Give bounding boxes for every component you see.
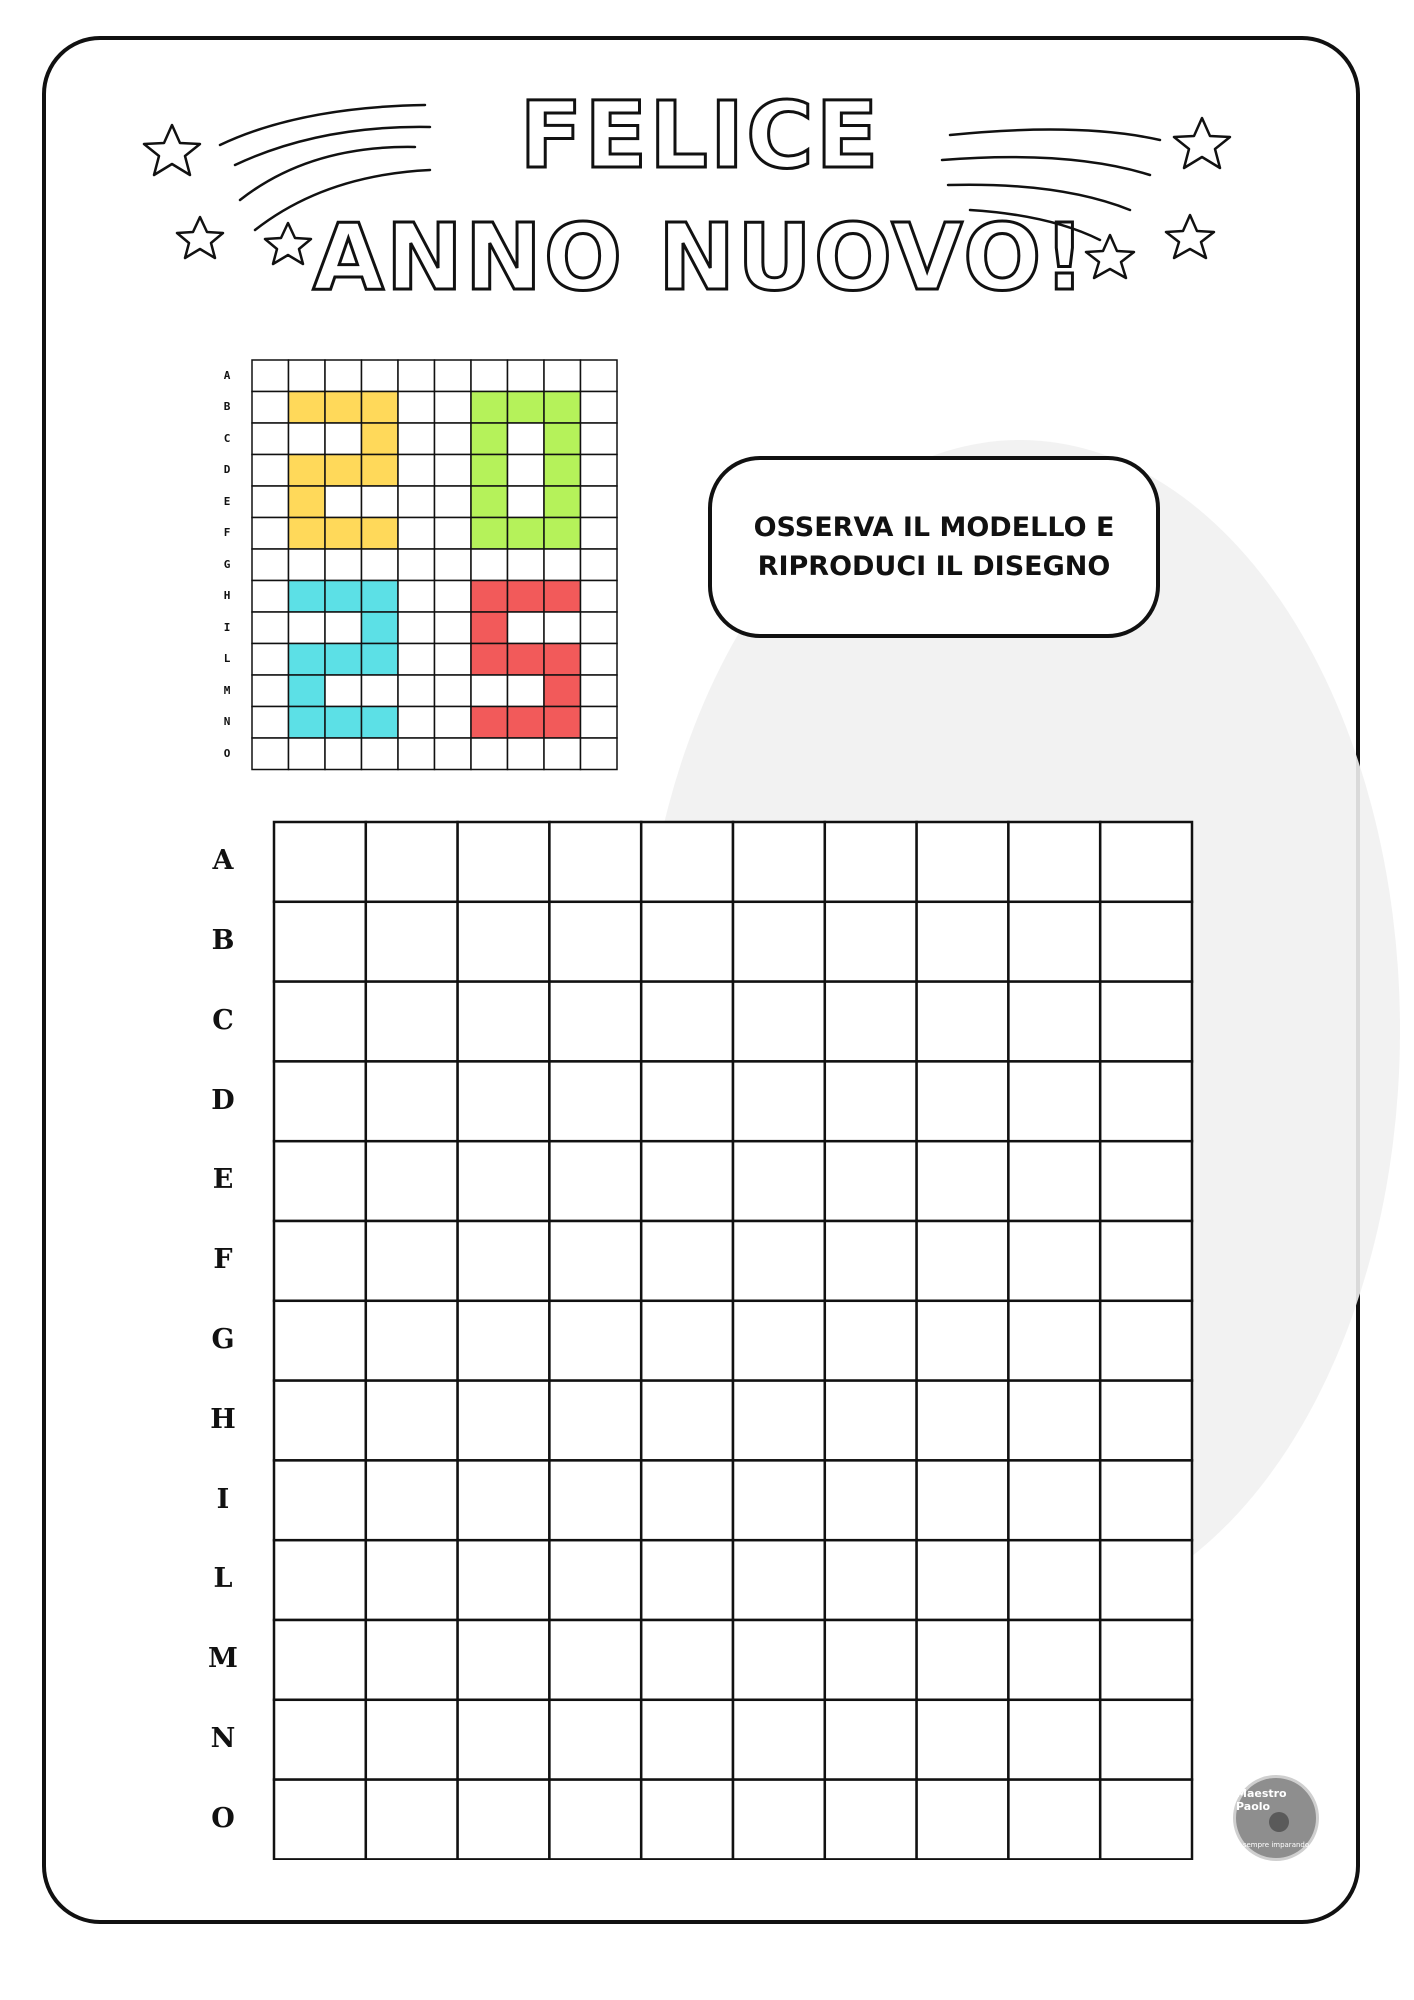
model-grid: [250, 358, 620, 775]
grid-cell[interactable]: [641, 1221, 733, 1301]
shooting-stars-right-icon: [930, 100, 1260, 290]
grid-cell-green: [508, 392, 545, 424]
grid-cell[interactable]: [549, 982, 641, 1062]
grid-cell[interactable]: [733, 1061, 825, 1141]
grid-cell: [508, 423, 545, 455]
grid-cell[interactable]: [366, 822, 458, 902]
grid-cell: [398, 549, 435, 581]
grid-cell[interactable]: [366, 1460, 458, 1540]
grid-cell[interactable]: [1008, 1460, 1100, 1540]
grid-cell: [581, 612, 618, 644]
grid-cell: [471, 360, 508, 392]
grid-cell: [289, 612, 326, 644]
grid-cell[interactable]: [549, 1780, 641, 1860]
grid-cell[interactable]: [366, 982, 458, 1062]
grid-cell-red: [544, 707, 581, 739]
grid-cell[interactable]: [917, 822, 1009, 902]
grid-cell[interactable]: [274, 822, 366, 902]
grid-cell: [508, 360, 545, 392]
grid-cell: [544, 360, 581, 392]
row-label: O: [223, 746, 231, 760]
grid-cell[interactable]: [917, 1700, 1009, 1780]
grid-cell-green: [544, 455, 581, 487]
grid-cell: [544, 738, 581, 770]
grid-cell[interactable]: [1100, 1221, 1192, 1301]
grid-cell: [362, 549, 399, 581]
row-label: L: [223, 652, 231, 666]
shooting-stars-left-icon: [130, 95, 450, 285]
grid-cell-red: [544, 644, 581, 676]
row-label: M: [223, 683, 231, 697]
grid-cell[interactable]: [825, 1460, 917, 1540]
grid-cell[interactable]: [274, 1780, 366, 1860]
grid-cell: [581, 486, 618, 518]
grid-cell[interactable]: [825, 822, 917, 902]
grid-cell[interactable]: [917, 1221, 1009, 1301]
grid-cell[interactable]: [917, 902, 1009, 982]
grid-cell[interactable]: [366, 1540, 458, 1620]
title-line-1: FELICE: [519, 82, 881, 189]
row-label: N: [223, 715, 231, 729]
grid-cell[interactable]: [1008, 1141, 1100, 1221]
grid-cell[interactable]: [549, 1460, 641, 1540]
grid-cell: [471, 675, 508, 707]
grid-cell-yellow: [362, 423, 399, 455]
grid-cell[interactable]: [274, 1620, 366, 1700]
badge-line-1: Maestro Paolo: [1236, 1787, 1287, 1813]
grid-cell[interactable]: [366, 1780, 458, 1860]
grid-cell-cyan: [362, 612, 399, 644]
row-label: A: [212, 845, 234, 877]
grid-cell: [435, 455, 472, 487]
grid-cell: [435, 360, 472, 392]
grid-cell[interactable]: [458, 1540, 550, 1620]
grid-cell[interactable]: [366, 1141, 458, 1221]
grid-cell[interactable]: [733, 822, 825, 902]
grid-cell[interactable]: [733, 1700, 825, 1780]
grid-cell-cyan: [289, 707, 326, 739]
instruction-box: [708, 456, 1160, 638]
row-label: C: [212, 1004, 234, 1036]
grid-cell: [435, 581, 472, 613]
grid-cell[interactable]: [1100, 982, 1192, 1062]
grid-cell: [508, 486, 545, 518]
grid-cell[interactable]: [825, 902, 917, 982]
grid-cell-yellow: [289, 455, 326, 487]
grid-cell-cyan: [289, 644, 326, 676]
grid-cell: [581, 360, 618, 392]
row-label: E: [223, 494, 231, 508]
grid-cell: [398, 581, 435, 613]
grid-cell[interactable]: [458, 1700, 550, 1780]
grid-cell[interactable]: [917, 1620, 1009, 1700]
grid-cell-cyan: [325, 707, 362, 739]
grid-cell: [325, 423, 362, 455]
grid-cell[interactable]: [641, 1301, 733, 1381]
grid-cell: [544, 612, 581, 644]
grid-cell[interactable]: [1008, 1700, 1100, 1780]
grid-cell[interactable]: [917, 1460, 1009, 1540]
grid-cell[interactable]: [917, 1381, 1009, 1461]
grid-cell[interactable]: [825, 1141, 917, 1221]
grid-cell: [398, 644, 435, 676]
grid-cell-red: [508, 707, 545, 739]
grid-cell: [325, 486, 362, 518]
grid-cell[interactable]: [641, 1780, 733, 1860]
grid-cell-red: [471, 581, 508, 613]
grid-cell[interactable]: [641, 822, 733, 902]
grid-cell: [398, 675, 435, 707]
grid-cell[interactable]: [733, 902, 825, 982]
grid-cell-cyan: [289, 581, 326, 613]
grid-cell: [435, 486, 472, 518]
grid-cell: [581, 581, 618, 613]
grid-cell[interactable]: [641, 1141, 733, 1221]
grid-cell[interactable]: [458, 1141, 550, 1221]
grid-cell[interactable]: [825, 1780, 917, 1860]
grid-cell[interactable]: [733, 1381, 825, 1461]
grid-cell: [252, 423, 289, 455]
maestro-paolo-badge: [1233, 1775, 1319, 1861]
grid-cell: [435, 738, 472, 770]
grid-cell[interactable]: [1008, 902, 1100, 982]
grid-cell[interactable]: [917, 1540, 1009, 1620]
grid-cell-red: [471, 612, 508, 644]
grid-cell[interactable]: [1100, 1780, 1192, 1860]
grid-cell[interactable]: [366, 1700, 458, 1780]
grid-cell[interactable]: [917, 982, 1009, 1062]
grid-cell: [325, 360, 362, 392]
badge-line-2: sempre imparando: [1242, 1841, 1310, 1849]
grid-cell-green: [544, 518, 581, 550]
grid-cell: [252, 549, 289, 581]
grid-cell: [581, 455, 618, 487]
grid-cell[interactable]: [1100, 1540, 1192, 1620]
row-label: M: [208, 1643, 238, 1675]
grid-cell[interactable]: [274, 1141, 366, 1221]
grid-cell[interactable]: [917, 1141, 1009, 1221]
grid-cell-red: [471, 707, 508, 739]
grid-cell[interactable]: [549, 1381, 641, 1461]
grid-cell-green: [471, 423, 508, 455]
grid-cell[interactable]: [549, 1061, 641, 1141]
grid-cell: [252, 675, 289, 707]
row-label: F: [223, 526, 231, 540]
grid-cell: [362, 738, 399, 770]
grid-cell: [508, 612, 545, 644]
grid-cell: [398, 486, 435, 518]
grid-cell: [325, 612, 362, 644]
grid-cell: [508, 738, 545, 770]
grid-cell: [435, 549, 472, 581]
grid-cell[interactable]: [274, 1221, 366, 1301]
grid-cell: [289, 549, 326, 581]
grid-cell: [508, 455, 545, 487]
grid-cell: [252, 486, 289, 518]
grid-cell[interactable]: [274, 1061, 366, 1141]
grid-cell[interactable]: [825, 1620, 917, 1700]
grid-cell[interactable]: [549, 1301, 641, 1381]
row-label: C: [223, 431, 231, 445]
grid-cell[interactable]: [825, 982, 917, 1062]
grid-cell[interactable]: [641, 1061, 733, 1141]
grid-cell-yellow: [362, 392, 399, 424]
grid-cell: [252, 392, 289, 424]
grid-cell[interactable]: [1008, 1221, 1100, 1301]
grid-cell: [252, 644, 289, 676]
grid-cell: [398, 707, 435, 739]
grid-cell[interactable]: [549, 902, 641, 982]
row-label: F: [213, 1244, 233, 1276]
grid-cell: [508, 549, 545, 581]
grid-cell-green: [471, 455, 508, 487]
grid-cell[interactable]: [458, 1780, 550, 1860]
grid-cell[interactable]: [917, 1780, 1009, 1860]
grid-cell[interactable]: [1100, 822, 1192, 902]
grid-cell: [362, 486, 399, 518]
grid-cell[interactable]: [1100, 902, 1192, 982]
grid-cell: [252, 455, 289, 487]
grid-cell[interactable]: [549, 1141, 641, 1221]
grid-cell[interactable]: [458, 1460, 550, 1540]
grid-cell: [398, 455, 435, 487]
grid-cell[interactable]: [458, 902, 550, 982]
grid-cell-green: [471, 518, 508, 550]
row-label: N: [210, 1722, 236, 1754]
grid-cell[interactable]: [458, 1061, 550, 1141]
grid-cell: [581, 423, 618, 455]
grid-cell: [435, 392, 472, 424]
grid-cell[interactable]: [274, 982, 366, 1062]
row-label: D: [211, 1084, 235, 1116]
grid-cell[interactable]: [641, 982, 733, 1062]
grid-cell: [289, 738, 326, 770]
grid-cell[interactable]: [917, 1301, 1009, 1381]
grid-cell: [398, 360, 435, 392]
grid-cell[interactable]: [733, 1460, 825, 1540]
grid-cell-cyan: [362, 707, 399, 739]
grid-cell-yellow: [289, 392, 326, 424]
grid-cell: [325, 738, 362, 770]
grid-cell: [252, 707, 289, 739]
grid-cell[interactable]: [641, 902, 733, 982]
grid-cell: [252, 581, 289, 613]
grid-cell: [398, 738, 435, 770]
grid-cell[interactable]: [458, 1221, 550, 1301]
grid-cell[interactable]: [1008, 1301, 1100, 1381]
grid-cell: [581, 392, 618, 424]
grid-cell: [362, 675, 399, 707]
grid-cell[interactable]: [733, 982, 825, 1062]
grid-cell: [581, 518, 618, 550]
row-label: H: [210, 1403, 236, 1435]
grid-cell[interactable]: [1100, 1700, 1192, 1780]
grid-cell[interactable]: [458, 1381, 550, 1461]
grid-cell[interactable]: [274, 1460, 366, 1540]
grid-cell: [435, 423, 472, 455]
grid-cell[interactable]: [1100, 1061, 1192, 1141]
grid-cell-yellow: [325, 518, 362, 550]
grid-cell-green: [544, 392, 581, 424]
row-label: D: [223, 463, 231, 477]
grid-cell[interactable]: [733, 1301, 825, 1381]
grid-cell[interactable]: [366, 1620, 458, 1700]
grid-cell-red: [471, 644, 508, 676]
row-label: I: [216, 1483, 230, 1515]
instruction-line-1: OSSERVA IL MODELLO E: [753, 511, 1115, 543]
grid-cell[interactable]: [641, 1540, 733, 1620]
grid-cell[interactable]: [366, 1221, 458, 1301]
instruction-line-2: RIPRODUCI IL DISEGNO: [757, 551, 1111, 582]
grid-cell[interactable]: [1008, 1061, 1100, 1141]
grid-cell-yellow: [325, 392, 362, 424]
grid-cell[interactable]: [1100, 1620, 1192, 1700]
grid-cell[interactable]: [733, 1780, 825, 1860]
grid-cell-red: [544, 581, 581, 613]
grid-cell[interactable]: [366, 1061, 458, 1141]
grid-cell: [581, 549, 618, 581]
grid-cell: [325, 675, 362, 707]
grid-cell: [398, 518, 435, 550]
grid-cell: [471, 549, 508, 581]
grid-cell[interactable]: [1100, 1460, 1192, 1540]
grid-cell[interactable]: [825, 1700, 917, 1780]
grid-cell: [289, 423, 326, 455]
grid-cell[interactable]: [1008, 1620, 1100, 1700]
grid-cell: [435, 644, 472, 676]
grid-cell[interactable]: [825, 1301, 917, 1381]
grid-cell[interactable]: [1008, 822, 1100, 902]
grid-cell[interactable]: [549, 1620, 641, 1700]
grid-cell[interactable]: [641, 1620, 733, 1700]
grid-cell-green: [471, 486, 508, 518]
grid-cell-yellow: [362, 455, 399, 487]
grid-cell: [252, 360, 289, 392]
grid-cell-green: [544, 486, 581, 518]
grid-cell[interactable]: [274, 1381, 366, 1461]
grid-cell: [398, 392, 435, 424]
grid-cell[interactable]: [274, 1301, 366, 1381]
row-label: I: [223, 620, 231, 634]
grid-cell: [252, 738, 289, 770]
grid-cell-yellow: [362, 518, 399, 550]
grid-cell: [581, 707, 618, 739]
grid-cell-red: [544, 675, 581, 707]
grid-cell-cyan: [325, 644, 362, 676]
grid-cell: [435, 707, 472, 739]
grid-cell: [362, 360, 399, 392]
grid-cell: [252, 518, 289, 550]
grid-cell[interactable]: [366, 1381, 458, 1461]
grid-cell-red: [508, 644, 545, 676]
grid-cell[interactable]: [825, 1381, 917, 1461]
avatar: [1269, 1812, 1289, 1832]
grid-cell[interactable]: [366, 902, 458, 982]
grid-cell-cyan: [289, 675, 326, 707]
grid-cell[interactable]: [1100, 1381, 1192, 1461]
title-line-2: ANNO NUOVO!: [312, 204, 1088, 311]
grid-cell[interactable]: [641, 1700, 733, 1780]
grid-cell[interactable]: [549, 1221, 641, 1301]
row-label: G: [211, 1323, 235, 1355]
drawing-grid[interactable]: [272, 820, 1194, 1860]
grid-cell-yellow: [289, 518, 326, 550]
grid-cell: [581, 738, 618, 770]
grid-cell[interactable]: [733, 1540, 825, 1620]
row-label: B: [223, 400, 231, 414]
grid-cell[interactable]: [825, 1540, 917, 1620]
grid-cell: [581, 675, 618, 707]
grid-cell-cyan: [362, 581, 399, 613]
row-label: L: [213, 1563, 233, 1595]
grid-cell: [581, 644, 618, 676]
row-label: E: [212, 1164, 234, 1196]
grid-cell: [289, 360, 326, 392]
row-label: B: [211, 924, 235, 956]
grid-cell[interactable]: [825, 1221, 917, 1301]
grid-cell[interactable]: [1008, 1381, 1100, 1461]
grid-cell: [435, 675, 472, 707]
grid-cell[interactable]: [549, 822, 641, 902]
grid-cell-green: [544, 423, 581, 455]
grid-cell[interactable]: [458, 822, 550, 902]
grid-cell: [435, 518, 472, 550]
grid-cell[interactable]: [549, 1700, 641, 1780]
grid-cell[interactable]: [825, 1061, 917, 1141]
grid-cell: [398, 612, 435, 644]
grid-cell: [471, 738, 508, 770]
grid-cell-green: [508, 518, 545, 550]
grid-cell[interactable]: [549, 1540, 641, 1620]
row-label: G: [223, 557, 231, 571]
row-label: A: [223, 368, 231, 382]
grid-cell[interactable]: [733, 1221, 825, 1301]
grid-cell[interactable]: [1100, 1301, 1192, 1381]
grid-cell[interactable]: [917, 1061, 1009, 1141]
grid-cell[interactable]: [733, 1620, 825, 1700]
grid-cell[interactable]: [274, 1540, 366, 1620]
row-label: H: [223, 589, 231, 603]
grid-cell: [325, 549, 362, 581]
grid-cell: [252, 612, 289, 644]
row-label: O: [211, 1802, 235, 1834]
grid-cell[interactable]: [366, 1301, 458, 1381]
grid-cell: [508, 675, 545, 707]
grid-cell[interactable]: [1100, 1141, 1192, 1221]
grid-cell[interactable]: [733, 1141, 825, 1221]
grid-cell[interactable]: [458, 1301, 550, 1381]
grid-cell[interactable]: [1008, 982, 1100, 1062]
grid-cell[interactable]: [641, 1381, 733, 1461]
grid-cell[interactable]: [458, 982, 550, 1062]
grid-cell: [398, 423, 435, 455]
grid-cell: [435, 612, 472, 644]
grid-cell-yellow: [289, 486, 326, 518]
grid-cell[interactable]: [458, 1620, 550, 1700]
grid-cell-yellow: [325, 455, 362, 487]
grid-cell[interactable]: [641, 1460, 733, 1540]
grid-cell-red: [508, 581, 545, 613]
grid-cell-cyan: [325, 581, 362, 613]
grid-cell[interactable]: [274, 1700, 366, 1780]
grid-cell[interactable]: [274, 902, 366, 982]
grid-cell[interactable]: [1008, 1780, 1100, 1860]
grid-cell[interactable]: [1008, 1540, 1100, 1620]
grid-cell-green: [471, 392, 508, 424]
grid-cell-cyan: [362, 644, 399, 676]
grid-cell: [544, 549, 581, 581]
